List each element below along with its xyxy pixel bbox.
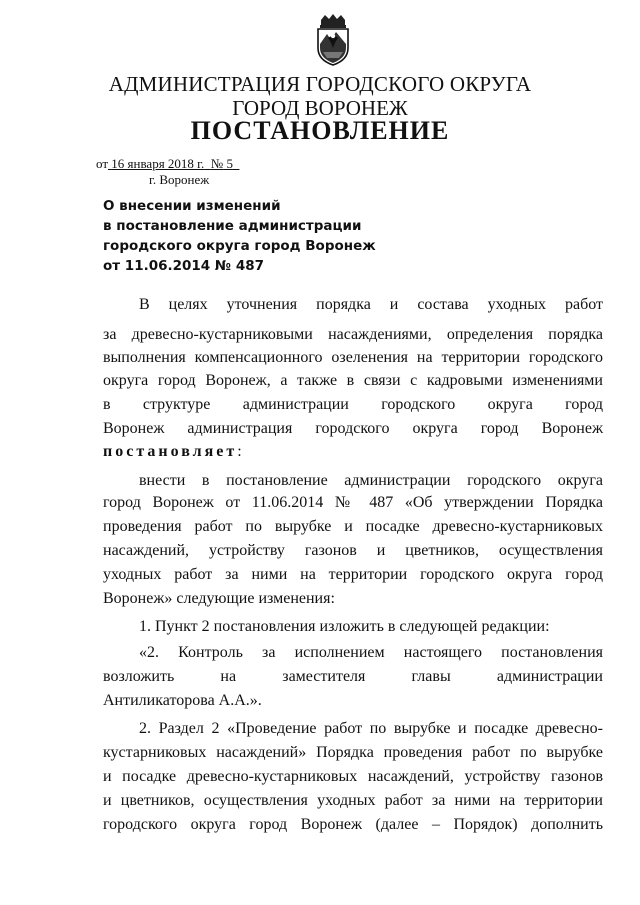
paragraph-line: Воронеж» следующие изменения: (103, 590, 335, 607)
document-date: 16 января 2018 г. № 5 (111, 156, 233, 171)
paragraph-line: насаждений, устройству газонов и цветников, осуществления (103, 542, 603, 559)
paragraph-line: округа город Воронеж, а также в связи с кадровыми изменениями (103, 372, 603, 389)
document-subject (103, 196, 423, 276)
subject-line: от 11.06.2014 № 487 (103, 258, 265, 274)
document-type-title: ПОСТАНОВЛЕНИЕ (190, 116, 450, 145)
paragraph-line: внести в постановление администрации городского округа (139, 472, 603, 489)
item-2-line: городского округа город Воронеж (далее – Порядок) дополнить (103, 816, 603, 833)
document-number: 5 (226, 156, 233, 171)
number-prefix: № (210, 156, 224, 171)
decree-line: постановляет: (103, 443, 242, 460)
item-2-line: кустарниковых насаждений» Порядка проведения работ по вырубке (103, 744, 603, 761)
paragraph-line: проведения работ по вырубке и посадке древесно-кустарниковых (103, 518, 603, 535)
paragraph-line: в структуре администрации городского округа город (103, 396, 603, 413)
subject-line: в постановление администрации (103, 218, 362, 234)
date-prefix: от (96, 156, 109, 171)
quote-line: «2. Контроль за исполнением настоящего постановления (139, 644, 603, 661)
date-number-row (96, 156, 239, 172)
decree-word: постановляет (103, 443, 238, 460)
paragraph-line: уходных работ за ними на территории городского округа город (103, 566, 603, 583)
issuer-name-line2: ГОРОД ВОРОНЕЖ (232, 96, 408, 120)
item-2-line: 2. Раздел 2 «Проведение работ по вырубке и посадке древесно- (139, 720, 603, 737)
paragraph-line: Воронеж администрация городского округа город Воронеж (103, 420, 603, 437)
coat-of-arms-icon (313, 14, 353, 66)
item-2-line: и цветников, осуществления уходных работ за ними на территории (103, 792, 603, 809)
quote-line: возложить на заместителя главы администрации (103, 668, 603, 685)
paragraph-line: город Воронеж от 11.06.2014 № 487 «Об утверждении Порядка (103, 494, 603, 511)
subject-line: городского округа город Воронеж (103, 238, 376, 254)
item-1-line: 1. Пункт 2 постановления изложить в следующей редакции: (139, 618, 550, 635)
subject-line: О внесении изменений (103, 198, 281, 214)
issuer-name-line1: АДМИНИСТРАЦИЯ ГОРОДСКОГО ОКРУГА (108, 72, 532, 96)
paragraph-line: В целях уточнения порядка и состава уходных работ (139, 296, 603, 313)
quote-line: Антиликаторова А.А.». (103, 692, 262, 709)
city-label: г. Воронеж (149, 172, 210, 187)
paragraph-line: за древесно-кустарниковыми насаждениями, определения порядка (103, 326, 603, 343)
item-2-line: и посадке древесно-кустарниковых насаждений, устройству газонов (103, 768, 603, 785)
paragraph-line: выполнения компенсационного озеленения на территории городского (103, 349, 603, 366)
